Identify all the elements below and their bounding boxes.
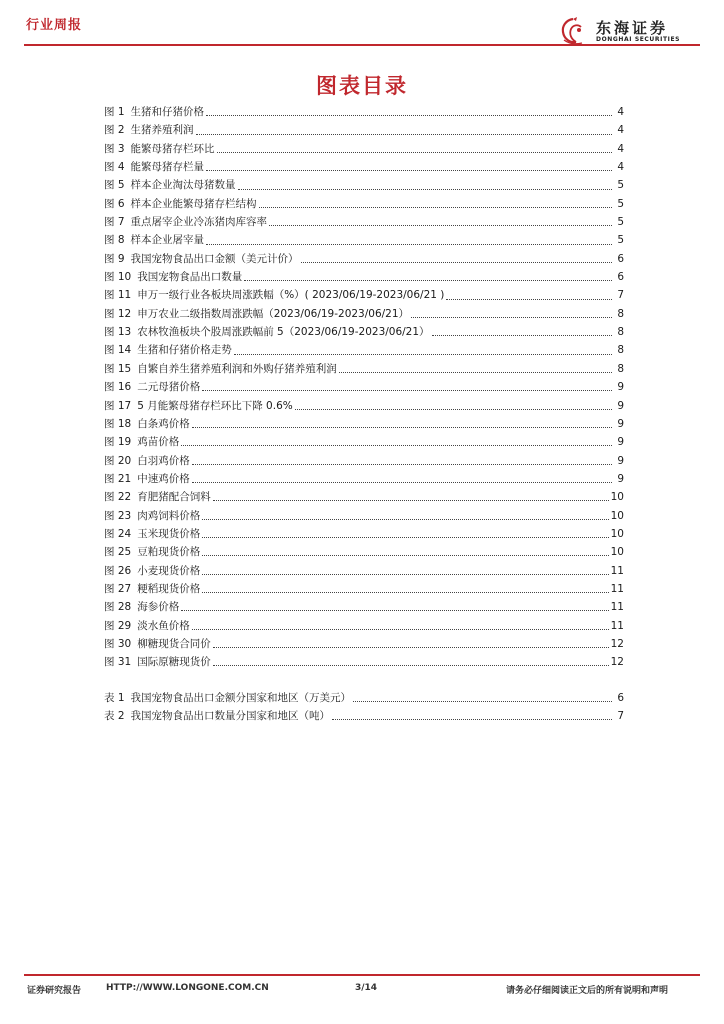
toc-entry-number: 图 1 (104, 106, 125, 118)
toc-entry-page: 6 (617, 252, 624, 265)
toc-entry-label (104, 452, 190, 470)
toc-entry-page: 5 (617, 234, 624, 247)
footer-divider (24, 974, 700, 976)
toc-entry-page: 5 (617, 197, 624, 210)
toc-entry-number: 图 31 (104, 656, 132, 669)
toc-dot-leader (181, 444, 612, 446)
toc-entry-page: 9 (617, 436, 624, 449)
toc-entry[interactable] (104, 543, 624, 561)
toc-entry-title: 小麦现货价格 (137, 564, 201, 577)
toc-entry[interactable] (104, 397, 624, 415)
toc-entry-title: 申万农业二级指数周涨跌幅（2023/06/19-2023/06/21） (137, 307, 410, 320)
toc-entry[interactable] (104, 452, 624, 470)
toc-entry[interactable] (104, 121, 624, 139)
toc-entry[interactable] (104, 140, 624, 158)
toc-entry-label (104, 397, 293, 415)
toc-entry[interactable] (104, 305, 624, 323)
toc-entry-label (104, 617, 190, 635)
toc-entry-page: 10 (610, 527, 624, 540)
toc-entry-page: 9 (617, 454, 624, 467)
toc-entry-number: 图 2 (104, 124, 125, 137)
toc-entry[interactable] (104, 689, 624, 707)
table-of-contents (104, 103, 624, 725)
toc-dot-leader (339, 371, 612, 373)
toc-entry-number: 图 10 (104, 271, 132, 284)
toc-entry-title: 我国宠物食品出口金额（美元计价） (130, 252, 299, 265)
toc-entry-page: 6 (617, 271, 624, 284)
toc-dot-leader (301, 261, 612, 263)
toc-dot-leader (213, 499, 609, 501)
toc-entry-title: 自繁自养生猪养殖利润和外购仔猪养殖利润 (137, 362, 337, 375)
toc-entry[interactable] (104, 286, 624, 304)
toc-dot-leader (244, 279, 612, 281)
company-logo (558, 16, 700, 44)
toc-entry-label (104, 507, 200, 525)
report-type-label: 行业周报 (26, 18, 83, 33)
toc-entry-number: 图 29 (104, 619, 132, 632)
toc-entry[interactable] (104, 378, 624, 396)
toc-dot-leader (259, 206, 612, 208)
toc-entry-number: 图 11 (104, 289, 132, 302)
toc-entry-title: 海参价格 (137, 601, 180, 614)
toc-entry-number: 图 13 (104, 326, 132, 339)
toc-entry[interactable] (104, 653, 624, 671)
toc-entry-number: 图 5 (104, 179, 125, 192)
toc-entry-number: 图 9 (104, 252, 125, 265)
toc-entry-number: 表 2 (104, 710, 125, 722)
toc-entry-title: 生猪和仔猪价格走势 (137, 344, 232, 357)
toc-entry-page: 11 (610, 582, 624, 595)
toc-entry-title: 能繁母猪存栏环比 (130, 142, 215, 155)
toc-entry-title: 我国宠物食品出口数量 (137, 271, 243, 284)
toc-entry[interactable] (104, 341, 624, 359)
toc-entry-number: 图 22 (104, 491, 132, 504)
toc-dot-leader (202, 573, 608, 575)
toc-entry[interactable] (104, 360, 624, 378)
page-title: 图表目录 (316, 74, 408, 98)
toc-dot-leader (238, 188, 612, 190)
toc-entry[interactable] (104, 268, 624, 286)
toc-entry-number: 图 4 (104, 161, 125, 174)
toc-entry-page: 12 (610, 656, 624, 669)
toc-entry-title: 鸡苗价格 (137, 436, 180, 449)
toc-entry-title: 粳稻现货价格 (137, 582, 201, 595)
toc-entry-label (104, 158, 204, 176)
toc-entry-page: 9 (617, 399, 624, 412)
list-gap (104, 672, 624, 689)
toc-dot-leader (213, 646, 609, 648)
toc-dot-leader (202, 591, 608, 593)
toc-entry-title: 生猪和仔猪价格 (130, 106, 205, 118)
toc-entry-page: 7 (617, 710, 624, 722)
toc-entry-page: 6 (617, 691, 624, 704)
toc-entry-page: 11 (610, 619, 624, 632)
toc-entry-label (104, 543, 200, 561)
toc-entry-label (104, 562, 200, 580)
toc-entry-page: 10 (610, 509, 624, 522)
toc-dot-leader (202, 554, 608, 556)
toc-entry-page: 5 (617, 179, 624, 192)
toc-dot-leader (196, 133, 612, 135)
toc-entry-label (104, 580, 200, 598)
toc-entry-number: 图 23 (104, 509, 132, 522)
toc-entry-page: 8 (617, 307, 624, 320)
toc-entry-number: 图 19 (104, 436, 132, 449)
toc-dot-leader (353, 700, 612, 702)
toc-entry-page: 11 (610, 601, 624, 614)
toc-entry[interactable] (104, 525, 624, 543)
toc-entry-title: 国际原糖现货价 (137, 656, 211, 669)
footer-page-number: 3/14 (355, 983, 378, 993)
toc-entry-number: 图 12 (104, 307, 132, 320)
toc-entry-title: 白羽鸡价格 (137, 454, 190, 467)
toc-dot-leader (269, 224, 612, 226)
toc-entry-title: 玉米现货价格 (137, 527, 201, 540)
footer-website-link[interactable]: HTTP://WWW.LONGONE.COM.CN (106, 983, 269, 993)
toc-dot-leader (206, 169, 612, 171)
toc-entry-number: 图 25 (104, 546, 132, 559)
toc-entry-title: 申万一级行业各板块周涨跌幅（%）( 2023/06/19-2023/06/21 ) (137, 289, 445, 302)
toc-entry-title: 重点屠宰企业冷冻猪肉库容率 (130, 216, 268, 229)
toc-entry[interactable] (104, 598, 624, 616)
toc-entry-number: 图 15 (104, 362, 132, 375)
toc-entry-title: 育肥猪配合饲料 (137, 491, 211, 504)
toc-dot-leader (234, 353, 612, 355)
toc-entry-page: 9 (617, 472, 624, 485)
toc-dot-leader (181, 609, 608, 611)
toc-entry-number: 图 27 (104, 582, 132, 595)
toc-entry-label (104, 433, 179, 451)
toc-dot-leader (192, 463, 612, 465)
toc-dot-leader (411, 316, 612, 318)
toc-entry-number: 表 1 (104, 691, 125, 704)
toc-entry[interactable] (104, 250, 624, 268)
toc-entry-number: 图 17 (104, 399, 132, 412)
toc-dot-leader (202, 536, 608, 538)
toc-entry-label (104, 635, 211, 653)
toc-entry-title: 5 月能繁母猪存栏环比下降 0.6% (137, 399, 293, 412)
toc-entry-page: 8 (617, 362, 624, 375)
toc-entry-title: 白条鸡价格 (137, 417, 190, 430)
toc-dot-leader (446, 298, 612, 300)
toc-entry-page: 4 (617, 106, 624, 118)
toc-entry-page: 4 (617, 124, 624, 137)
toc-entry[interactable] (104, 470, 624, 488)
header-divider (24, 44, 700, 46)
toc-entry-label (104, 176, 236, 194)
toc-entry[interactable] (104, 707, 624, 725)
toc-entry-label (104, 268, 242, 286)
footer-disclaimer: 请务必仔细阅读正文后的所有说明和声明 (506, 986, 669, 996)
footer-report-label: 证券研究报告 (27, 986, 82, 996)
toc-entry[interactable] (104, 433, 624, 451)
toc-entry-title: 淡水鱼价格 (137, 619, 190, 632)
toc-entry-page: 11 (610, 564, 624, 577)
toc-dot-leader (192, 426, 612, 428)
toc-entry-page: 8 (617, 344, 624, 357)
page-header (0, 0, 724, 48)
toc-entry-number: 图 14 (104, 344, 132, 357)
toc-entry-label (104, 378, 200, 396)
toc-entry[interactable] (104, 488, 624, 506)
toc-entry-label (104, 653, 211, 671)
toc-entry-number: 图 18 (104, 417, 132, 430)
toc-entry-page: 9 (617, 417, 624, 430)
toc-entry-number: 图 30 (104, 637, 132, 650)
toc-dot-leader (213, 664, 609, 666)
toc-dot-leader (206, 114, 612, 116)
toc-entry-label (104, 213, 267, 231)
toc-dot-leader (432, 334, 612, 336)
toc-entry-number: 图 6 (104, 197, 125, 210)
toc-entry[interactable] (104, 580, 624, 598)
toc-entry-label (104, 323, 430, 341)
toc-entry[interactable] (104, 213, 624, 231)
toc-entry[interactable] (104, 158, 624, 176)
toc-entry-label (104, 231, 204, 249)
toc-entry-label (104, 341, 232, 359)
toc-entry-title: 二元母猪价格 (137, 381, 201, 394)
toc-entry-label (104, 195, 257, 213)
toc-entry-label (104, 103, 204, 121)
toc-entry-title: 样本企业屠宰量 (130, 234, 205, 247)
figure-list (104, 103, 624, 672)
toc-entry-label (104, 415, 190, 433)
toc-entry-label (104, 305, 409, 323)
toc-entry-number: 图 24 (104, 527, 132, 540)
toc-entry[interactable] (104, 617, 624, 635)
toc-entry-number: 图 3 (104, 142, 125, 155)
toc-entry-label (104, 250, 299, 268)
toc-entry-number: 图 26 (104, 564, 132, 577)
toc-entry-label (104, 525, 200, 543)
toc-entry-title: 样本企业淘汰母猪数量 (130, 179, 236, 192)
toc-entry[interactable] (104, 562, 624, 580)
toc-entry[interactable] (104, 103, 624, 121)
toc-entry-title: 我国宠物食品出口金额分国家和地区（万美元） (130, 691, 352, 704)
toc-entry-number: 图 20 (104, 454, 132, 467)
toc-entry-number: 图 21 (104, 472, 132, 485)
toc-entry[interactable] (104, 415, 624, 433)
toc-entry-title: 肉鸡饲料价格 (137, 509, 201, 522)
dragon-logo-icon (558, 16, 588, 46)
toc-entry-label (104, 488, 211, 506)
toc-entry-title: 中速鸡价格 (137, 472, 190, 485)
toc-dot-leader (202, 518, 608, 520)
toc-entry-number: 图 7 (104, 216, 125, 229)
toc-entry-page: 10 (610, 546, 624, 559)
toc-entry-label (104, 140, 215, 158)
toc-entry-number: 图 28 (104, 601, 132, 614)
toc-dot-leader (202, 389, 612, 391)
toc-entry-page: 5 (617, 216, 624, 229)
toc-entry[interactable] (104, 323, 624, 341)
toc-entry-title: 我国宠物食品出口数量分国家和地区（吨） (130, 710, 331, 722)
toc-entry[interactable] (104, 195, 624, 213)
toc-dot-leader (295, 408, 612, 410)
toc-dot-leader (206, 243, 612, 245)
table-list (104, 689, 624, 726)
toc-dot-leader (192, 628, 609, 630)
toc-entry-label (104, 707, 330, 725)
toc-entry-number: 图 16 (104, 381, 132, 394)
toc-entry-title: 生猪养殖利润 (130, 124, 194, 137)
toc-dot-leader (192, 481, 612, 483)
logo-english-name: DONGHAI SECURITIES (596, 36, 681, 43)
toc-entry-title: 农林牧渔板块个股周涨跌幅前 5（2023/06/19-2023/06/21） (137, 326, 430, 339)
logo-chinese-name: 东海证券 (596, 19, 669, 37)
toc-dot-leader (217, 151, 612, 153)
toc-entry-page: 10 (610, 491, 624, 504)
toc-entry-title: 柳糖现货合同价 (137, 637, 211, 650)
toc-entry-label (104, 598, 179, 616)
toc-entry-label (104, 470, 190, 488)
toc-entry[interactable] (104, 507, 624, 525)
toc-entry-page: 7 (617, 289, 624, 302)
toc-entry-title: 样本企业能繁母猪存栏结构 (130, 197, 257, 210)
toc-entry-page: 8 (617, 326, 624, 339)
toc-dot-leader (332, 718, 612, 720)
toc-entry[interactable] (104, 176, 624, 194)
toc-entry-label (104, 286, 444, 304)
toc-entry-page: 4 (617, 161, 624, 174)
toc-entry-label (104, 689, 351, 707)
toc-entry-number: 图 8 (104, 234, 125, 247)
toc-entry-title: 豆粕现货价格 (137, 546, 201, 559)
toc-entry-title: 能繁母猪存栏量 (130, 161, 205, 174)
toc-entry-page: 9 (617, 381, 624, 394)
toc-entry-label (104, 121, 194, 139)
toc-entry-label (104, 360, 337, 378)
toc-entry[interactable] (104, 635, 624, 653)
toc-entry-page: 12 (610, 637, 624, 650)
toc-entry-page: 4 (617, 142, 624, 155)
toc-entry[interactable] (104, 231, 624, 249)
